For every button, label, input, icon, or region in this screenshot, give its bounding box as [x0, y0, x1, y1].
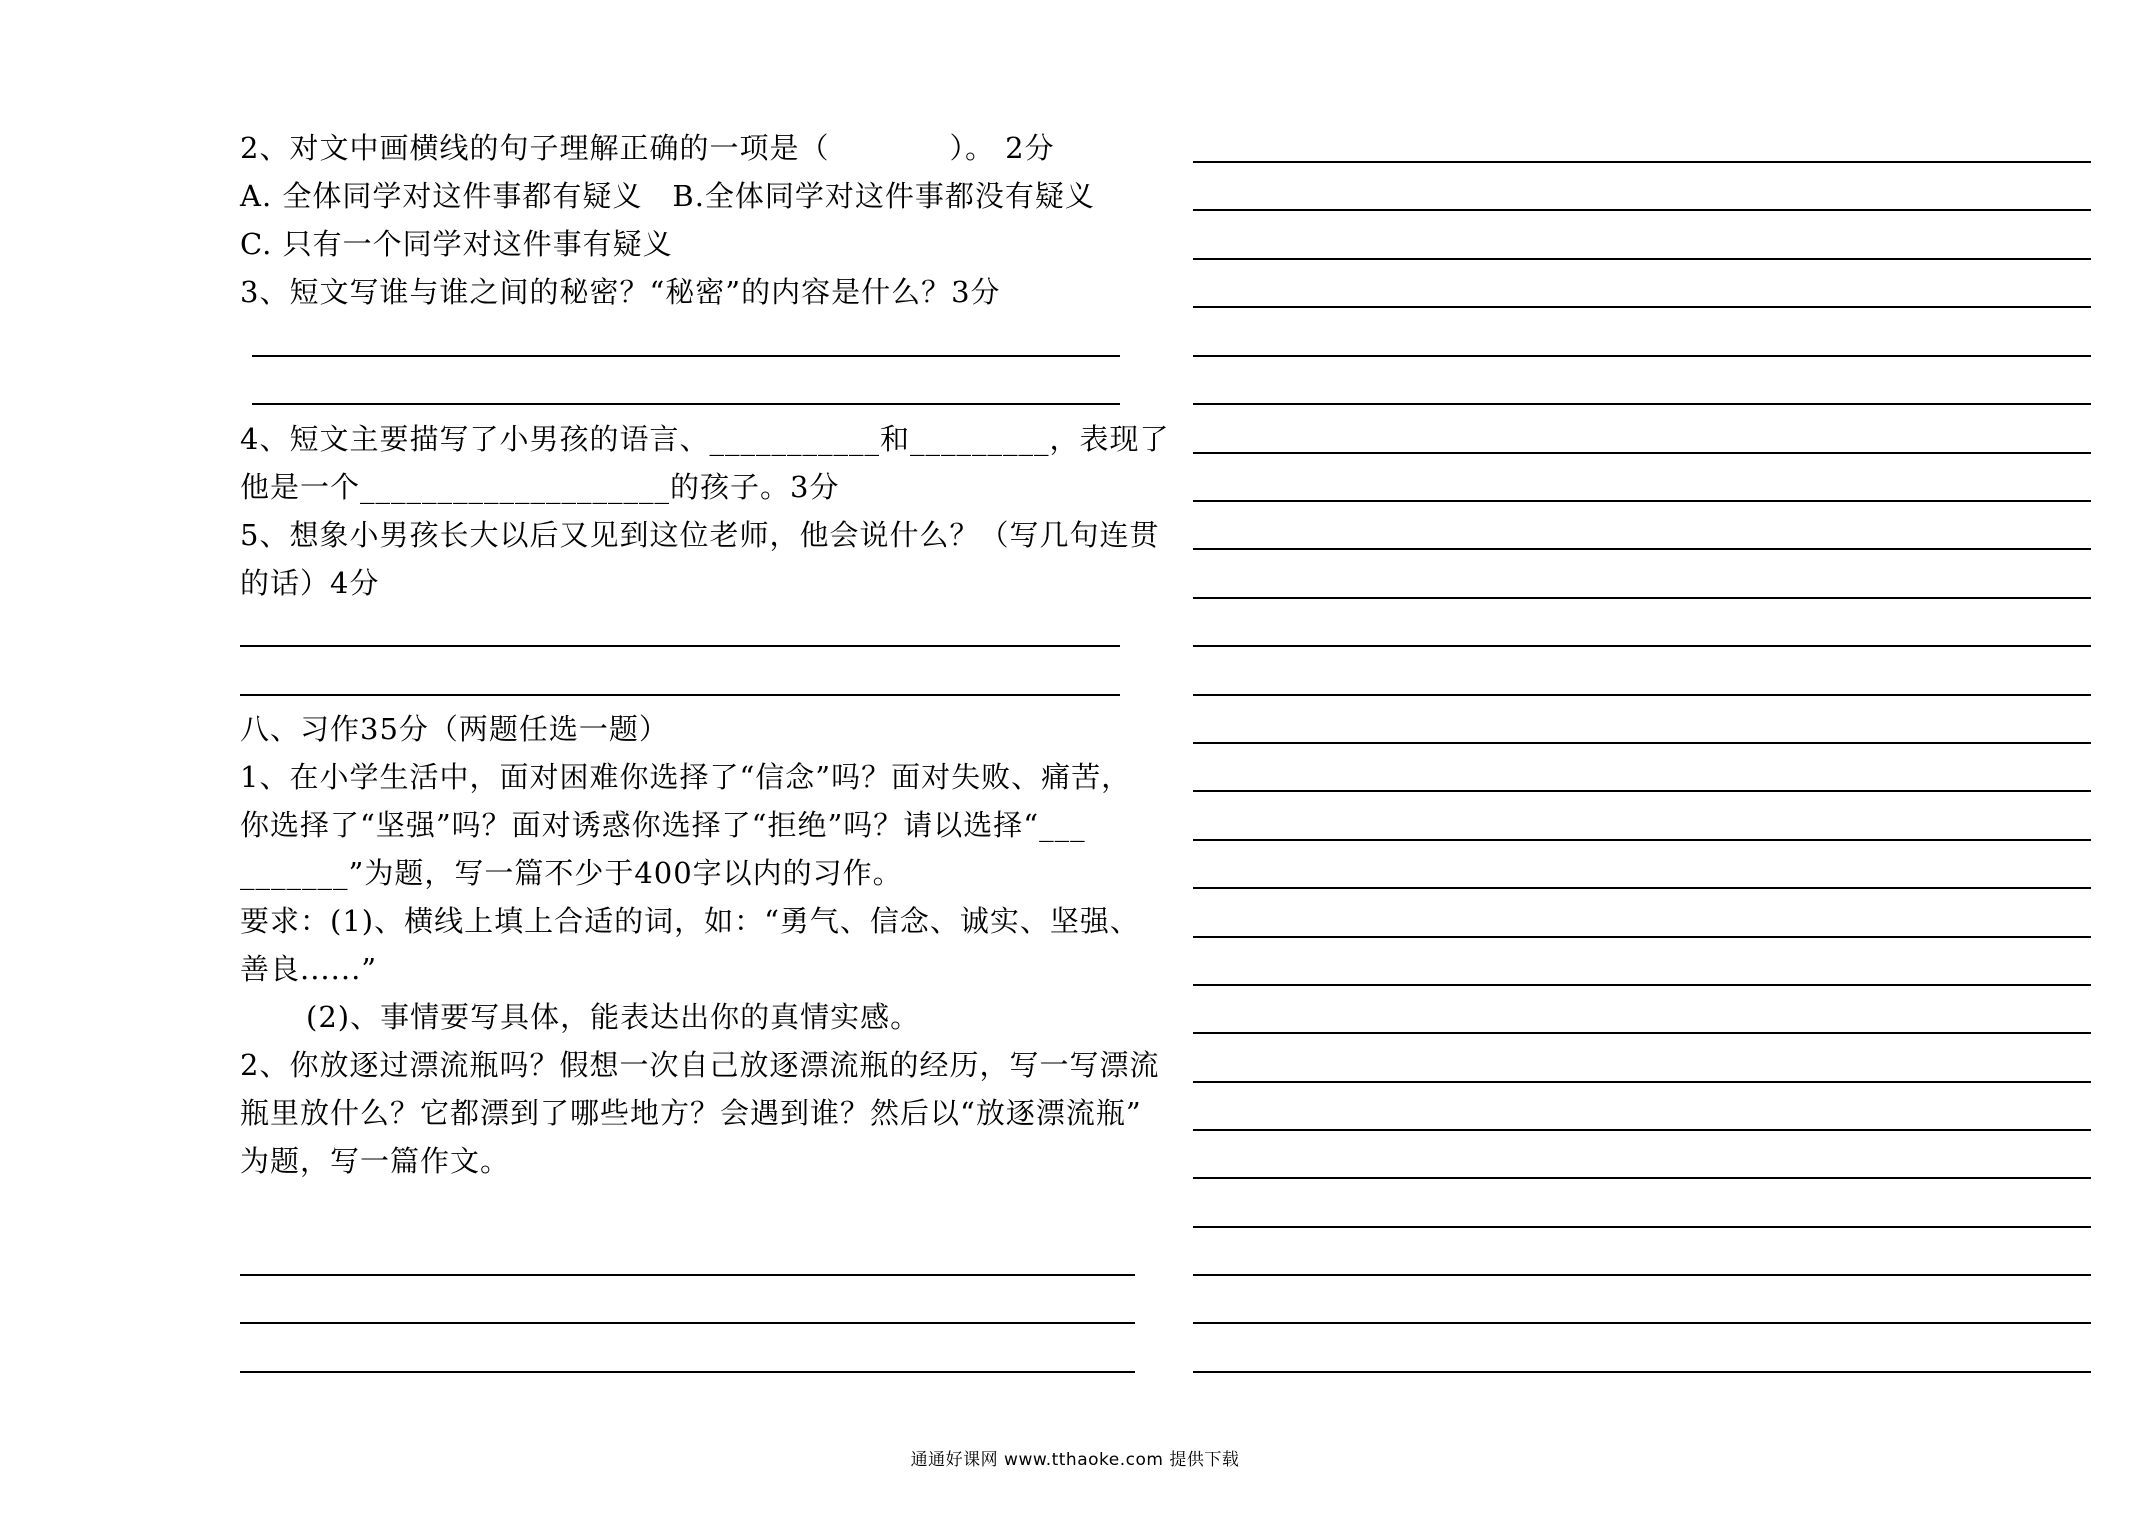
- writing-line[interactable]: [1193, 742, 2091, 744]
- question-3: 3、短文写谁与谁之间的秘密？“秘密”的内容是什么？3分: [240, 275, 1001, 309]
- writing-line[interactable]: [1193, 1177, 2091, 1179]
- requirement-line-2: 善良......”: [240, 952, 378, 986]
- answer-line[interactable]: [240, 645, 1120, 647]
- section-8-topic-2-line-3: 为题，写一篇作文。: [240, 1144, 511, 1178]
- writing-line[interactable]: [1193, 209, 2091, 211]
- writing-line[interactable]: [1193, 403, 2091, 405]
- writing-line[interactable]: [1193, 355, 2091, 357]
- section-8-topic-1-line-3: _______”为题，写一篇不少于400字以内的习作。: [240, 856, 903, 890]
- writing-line[interactable]: [1193, 645, 2091, 647]
- question-4-line-1: 4、短文主要描写了小男孩的语言、___________和_________，表现了: [240, 422, 1170, 456]
- writing-line[interactable]: [1193, 984, 2091, 986]
- writing-line[interactable]: [1193, 1226, 2091, 1228]
- question-5-line-2: 的话）4分: [240, 566, 380, 600]
- writing-line[interactable]: [1193, 1371, 2091, 1373]
- answer-line[interactable]: [240, 694, 1120, 696]
- requirement-line-3: (2)、事情要写具体，能表达出你的真情实感。: [306, 1000, 921, 1034]
- writing-line[interactable]: [1193, 548, 2091, 550]
- writing-line[interactable]: [1193, 1081, 2091, 1083]
- writing-line[interactable]: [1193, 1322, 2091, 1324]
- writing-line[interactable]: [1193, 258, 2091, 260]
- answer-line[interactable]: [252, 355, 1120, 357]
- answer-line[interactable]: [252, 403, 1120, 405]
- writing-line[interactable]: [1193, 500, 2091, 502]
- section-8-title: 八、习作35分（两题任选一题）: [240, 712, 669, 746]
- section-8-topic-1-line-2: 你选择了“坚强”吗？面对诱惑你选择了“拒绝”吗？请以选择“___: [240, 808, 1086, 842]
- writing-line[interactable]: [240, 1322, 1135, 1324]
- writing-line[interactable]: [1193, 887, 2091, 889]
- writing-line[interactable]: [1193, 452, 2091, 454]
- question-2: 2、对文中画横线的句子理解正确的一项是（ ）。 2分: [240, 131, 1055, 165]
- requirement-line-1: 要求：(1)、横线上填上合适的词，如：“勇气、信念、诚实、坚强、: [240, 904, 1140, 938]
- question-2-options-ab: A. 全体同学对这件事都有疑义 B.全体同学对这件事都没有疑义: [240, 179, 1095, 213]
- section-8-topic-1-line-1: 1、在小学生活中，面对困难你选择了“信念”吗？面对失败、痛苦，: [240, 760, 1132, 794]
- writing-line[interactable]: [1193, 936, 2091, 938]
- writing-line[interactable]: [1193, 790, 2091, 792]
- writing-line[interactable]: [1193, 597, 2091, 599]
- writing-line[interactable]: [1193, 1274, 2091, 1276]
- writing-line[interactable]: [1193, 161, 2091, 163]
- writing-line[interactable]: [1193, 306, 2091, 308]
- footer-source: 通通好课网 www.tthaoke.com 提供下载: [910, 1450, 1240, 1470]
- writing-line[interactable]: [1193, 1129, 2091, 1131]
- writing-line[interactable]: [240, 1371, 1135, 1373]
- question-2-option-c: C. 只有一个同学对这件事有疑义: [240, 227, 673, 261]
- question-4-line-2: 他是一个____________________的孩子。3分: [240, 470, 840, 504]
- writing-line[interactable]: [240, 1274, 1135, 1276]
- writing-line[interactable]: [1193, 694, 2091, 696]
- section-8-topic-2-line-1: 2、你放逐过漂流瓶吗？假想一次自己放逐漂流瓶的经历，写一写漂流: [240, 1048, 1160, 1082]
- writing-line[interactable]: [1193, 839, 2091, 841]
- question-5-line-1: 5、想象小男孩长大以后又见到这位老师，他会说什么？（写几句连贯: [240, 518, 1160, 552]
- writing-line[interactable]: [1193, 1032, 2091, 1034]
- section-8-topic-2-line-2: 瓶里放什么？它都漂到了哪些地方？会遇到谁？然后以“放逐漂流瓶”: [240, 1096, 1142, 1130]
